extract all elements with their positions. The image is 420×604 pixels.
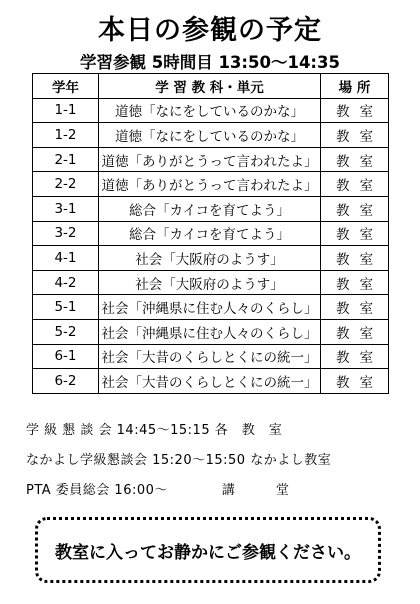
notice-box [35,517,381,583]
event-pta-meeting: PTA 委員総会 16:00〜 講 堂 [26,483,290,498]
cell-subject: 道徳「ありがとうって言われたよ」 [99,172,321,197]
cell-grade: 4-1 [33,246,99,271]
header-grade: 学年 [33,74,99,99]
cell-place: 教室 [321,221,389,246]
cell-place: 教室 [321,123,389,148]
cell-subject: 社会「大阪府のようす」 [99,246,321,271]
cell-grade: 1-2 [33,123,99,148]
cell-place: 教室 [321,196,389,221]
table-row [33,123,389,148]
cell-place: 教室 [321,295,389,320]
cell-place: 教室 [321,319,389,344]
page-title: 本日の参観の予定 [98,15,322,46]
table-row [33,172,389,197]
cell-subject: 社会「沖縄県に住む人々のくらし」 [99,319,321,344]
event-class-meeting: 学 級 懇 談 会 14:45〜15:15 各 教 室 [26,423,283,438]
cell-subject: 社会「大阪府のようす」 [99,270,321,295]
cell-subject: 総合「カイコを育てよう」 [99,221,321,246]
table-row [33,196,389,221]
cell-place: 教室 [321,98,389,123]
cell-grade: 4-2 [33,270,99,295]
table-row [33,369,389,394]
table-row [33,270,389,295]
cell-subject: 道徳「なにをしているのかな」 [99,123,321,148]
cell-grade: 3-1 [33,196,99,221]
cell-grade: 2-1 [33,147,99,172]
cell-grade: 2-2 [33,172,99,197]
schedule-table [32,73,389,394]
cell-grade: 5-2 [33,319,99,344]
cell-grade: 1-1 [33,98,99,123]
cell-grade: 6-1 [33,344,99,369]
cell-place: 教室 [321,344,389,369]
table-row [33,221,389,246]
event-nakayoshi-meeting: なかよし学級懇談会 15:20〜15:50 なかよし教室 [26,453,332,468]
table-header-row [33,74,389,99]
cell-place: 教室 [321,246,389,271]
cell-place: 教室 [321,172,389,197]
table-row [33,246,389,271]
cell-place: 教室 [321,147,389,172]
cell-place: 教室 [321,369,389,394]
notice-text: 教室に入ってお静かにご参観ください。 [55,542,361,563]
header-subject: 学 習 教 科・単元 [99,74,321,99]
events-list [26,416,396,506]
cell-subject: 総合「カイコを育てよう」 [99,196,321,221]
cell-place: 教室 [321,270,389,295]
table-row [33,319,389,344]
table-row [33,295,389,320]
table-row [33,147,389,172]
cell-subject: 社会「大昔のくらしとくにの統一」 [99,369,321,394]
header-place: 場 所 [321,74,389,99]
cell-grade: 5-1 [33,295,99,320]
table-row [33,98,389,123]
cell-subject: 道徳「ありがとうって言われたよ」 [99,147,321,172]
cell-grade: 3-2 [33,221,99,246]
page-subtitle: 学習参観 5時間目 13:50〜14:35 [79,53,340,72]
table-row [33,344,389,369]
cell-subject: 社会「沖縄県に住む人々のくらし」 [99,295,321,320]
cell-grade: 6-2 [33,369,99,394]
cell-subject: 道徳「なにをしているのかな」 [99,98,321,123]
cell-subject: 社会「大昔のくらしとくにの統一」 [99,344,321,369]
